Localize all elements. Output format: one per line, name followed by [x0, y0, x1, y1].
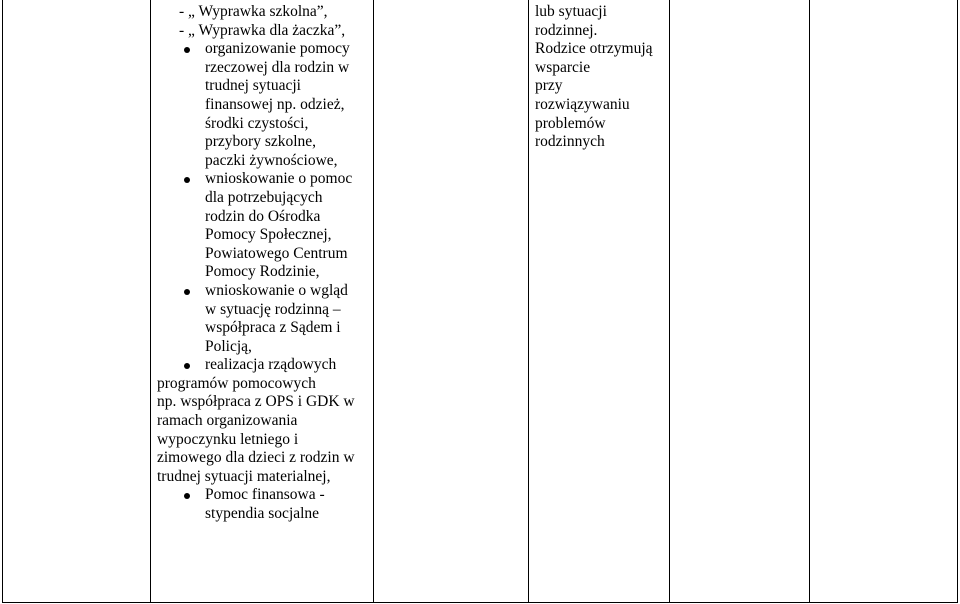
bullet-icon: [184, 363, 190, 369]
text-line: przy: [535, 77, 563, 95]
bullet-item: [157, 282, 371, 301]
table-border-bottom: [2, 602, 958, 603]
column-divider-4: [669, 0, 670, 603]
text-line: problemów: [535, 114, 606, 132]
list-item: - „ Wyprawka dla żaczka”,: [179, 21, 346, 39]
bullet-text-line: finansowej np. odzież,: [205, 95, 345, 113]
text-line: rodzinnej.: [535, 21, 598, 39]
bullet-text: wnioskowanie o wgląd: [205, 281, 348, 299]
bullet-text-line: Pomocy Rodzinie,: [205, 263, 320, 281]
text-line: rozwiązywaniu: [535, 95, 630, 113]
paragraph-line: wypoczynku letniego i: [157, 430, 299, 448]
table-border-right: [957, 0, 958, 603]
bullet-item: [157, 170, 371, 189]
bullet-text-line: rzeczowej dla rodzin w: [205, 58, 350, 76]
list-item: - „ Wyprawka szkolna”,: [179, 3, 328, 20]
cell-expected-effects: [535, 3, 667, 152]
bullet-text-line: paczki żywnościowe,: [205, 151, 338, 169]
paragraph-line: programów pomocowych: [157, 374, 316, 392]
text-line: Rodzice otrzymują: [535, 40, 653, 58]
bullet-text-line: stypendia socjalne: [205, 505, 320, 523]
bullet-text-line: w sytuację rodzinną –: [205, 300, 341, 318]
bullet-item: [157, 40, 371, 59]
text-line: wsparcie: [535, 58, 591, 76]
column-divider-3: [528, 0, 529, 603]
paragraph-line: trudnej sytuacji materialnej,: [157, 467, 331, 485]
bullet-text-line: Pomocy Społecznej,: [205, 226, 332, 244]
bullet-text-line: Powiatowego Centrum: [205, 244, 348, 262]
bullet-text-line: trudnej sytuacji: [205, 77, 301, 95]
bullet-text: organizowanie pomocy: [205, 40, 350, 58]
table-border-left: [2, 0, 3, 603]
text-line: rodzinnych: [535, 133, 605, 151]
bullet-text-line: Policją,: [205, 337, 252, 355]
paragraph-line: np. współpraca z OPS i GDK w: [157, 393, 355, 411]
column-divider-5: [809, 0, 810, 603]
paragraph-line: zimowego dla dzieci z rodzin w: [157, 449, 355, 467]
column-divider-1: [150, 0, 151, 603]
bullet-text: Pomoc finansowa -: [205, 486, 325, 504]
bullet-item: [157, 356, 371, 375]
bullet-text-line: rodzin do Ośrodka: [205, 207, 321, 225]
bullet-icon: [184, 289, 190, 295]
cell-forms-of-assistance: [157, 3, 371, 524]
text-line: lub sytuacji: [535, 3, 607, 20]
bullet-text-line: współpraca z Sądem i: [205, 319, 341, 337]
bullet-text-line: przybory szkolne,: [205, 133, 317, 151]
paragraph-line: ramach organizowania: [157, 412, 298, 430]
column-divider-2: [373, 0, 374, 603]
bullet-icon: [184, 493, 190, 499]
bullet-icon: [184, 177, 190, 183]
bullet-item: [157, 486, 371, 505]
bullet-text-line: dla potrzebujących: [205, 188, 323, 206]
bullet-text: realizacja rządowych: [205, 356, 337, 374]
bullet-icon: [184, 47, 190, 53]
bullet-text: wnioskowanie o pomoc: [205, 170, 353, 188]
bullet-text-line: środki czystości,: [205, 114, 309, 132]
